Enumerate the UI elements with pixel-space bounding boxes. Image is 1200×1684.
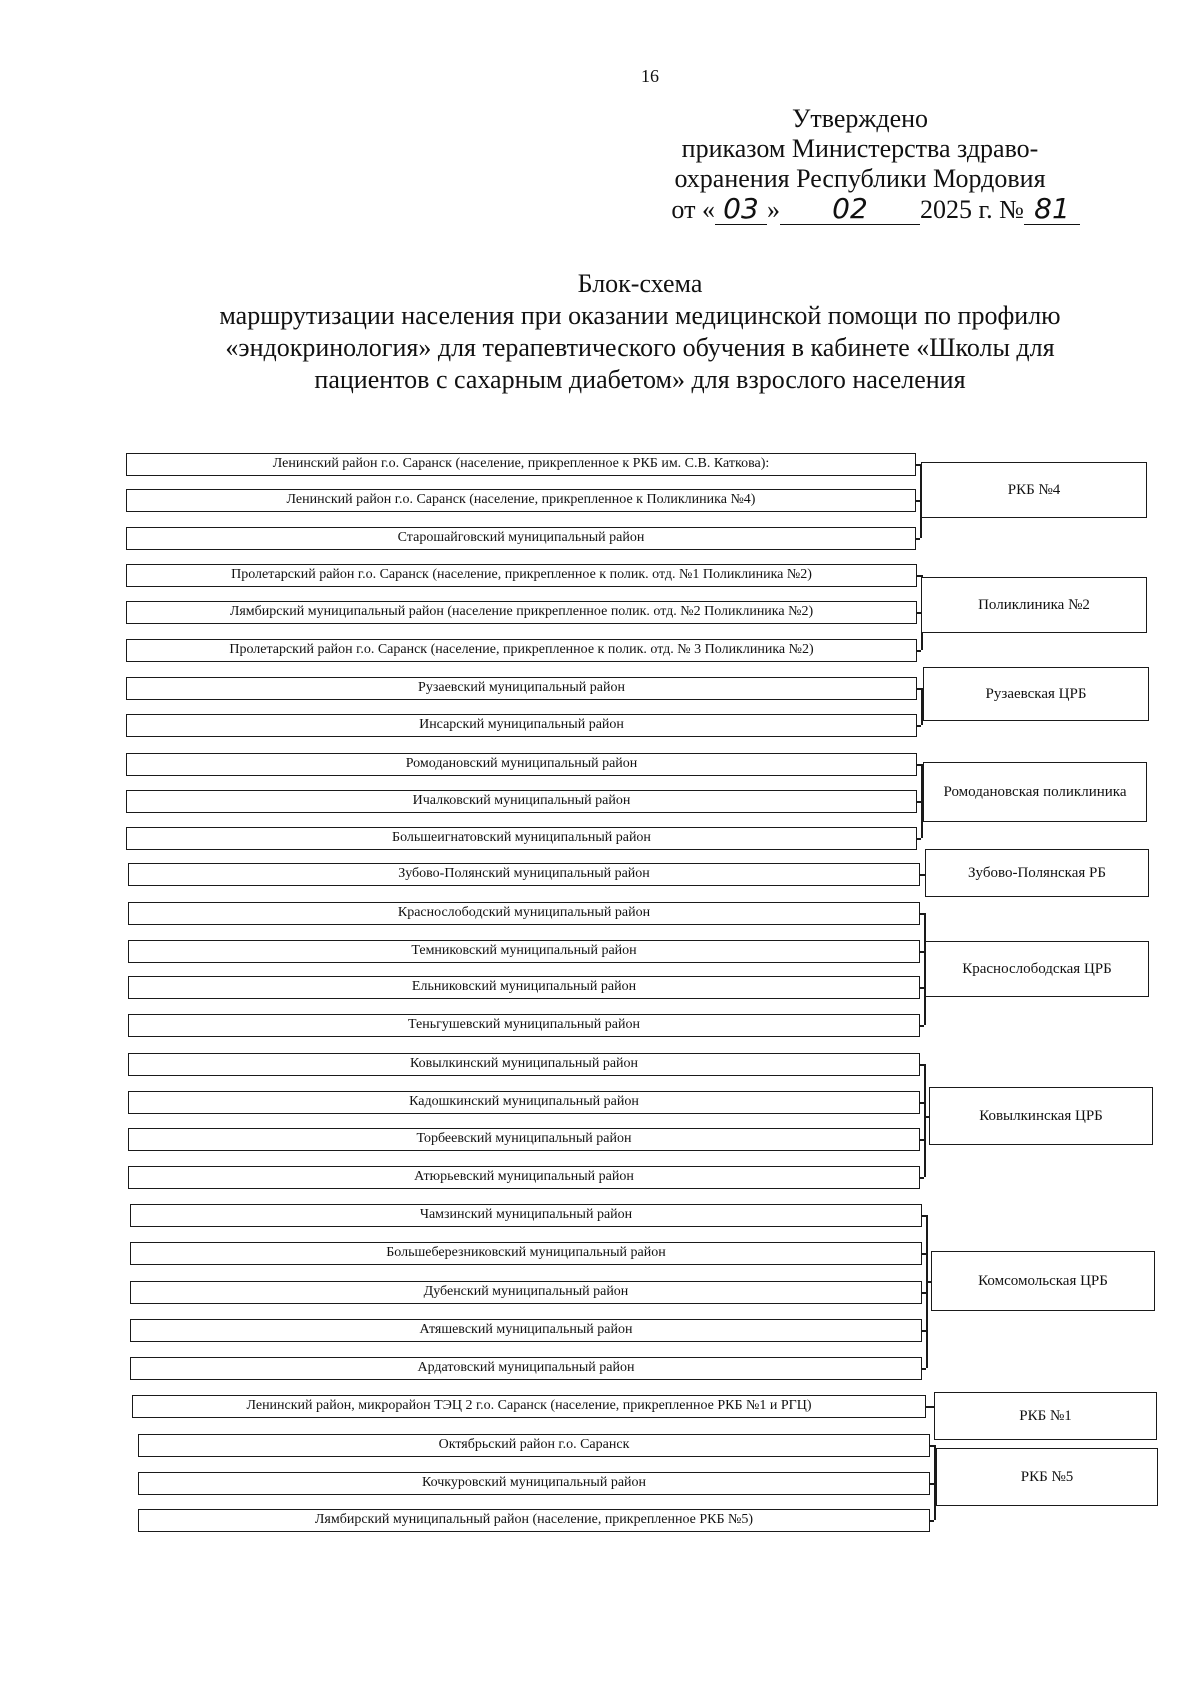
handwritten-day: 03 <box>715 194 767 225</box>
source-district-box: Дубенский муниципальный район <box>130 1281 922 1304</box>
source-district-box: Большеигнатовский муниципальный район <box>126 827 917 850</box>
connector-stub <box>917 725 921 727</box>
date-year: 2025 г. № <box>919 195 1024 224</box>
source-district-box: Рузаевский муниципальный район <box>126 677 917 700</box>
connector-stub <box>920 1025 924 1027</box>
source-district-box: Ичалковский муниципальный район <box>126 790 917 813</box>
destination-facility-box: Краснослободская ЦРБ <box>925 941 1149 997</box>
handwritten-order-number: 81 <box>1024 194 1080 225</box>
source-district-box: Краснослободский муниципальный район <box>128 902 920 925</box>
source-district-box: Ленинский район, микрорайон ТЭЦ 2 г.о. Саранск (население, прикрепленное РКБ №1 и РГЦ) <box>132 1395 926 1418</box>
destination-facility-box: РКБ №1 <box>934 1392 1157 1440</box>
connector-stub <box>917 838 921 840</box>
source-district-box: Ельниковский муниципальный район <box>128 976 920 999</box>
destination-facility-box: Ромодановская поликлиника <box>923 762 1147 822</box>
destination-facility-box: РКБ №4 <box>921 462 1147 518</box>
group-bracket <box>924 1064 926 1177</box>
connector-stub <box>922 1368 926 1370</box>
source-district-box: Пролетарский район г.о. Саранск (население, прикрепленное к полик. отд. № 3 Поликлиника №2) <box>126 639 917 662</box>
connector-stub <box>916 538 920 540</box>
connector-stub <box>930 1520 934 1522</box>
handwritten-month: 02 <box>780 194 920 225</box>
source-district-box: Ковылкинский муниципальный район <box>128 1053 920 1076</box>
destination-facility-box: Поликлиника №2 <box>921 577 1147 633</box>
source-district-box: Ленинский район г.о. Саранск (население, прикрепленное к Поликлиника №4) <box>126 489 916 512</box>
source-district-box: Атюрьевский муниципальный район <box>128 1166 920 1189</box>
approval-line: Утверждено <box>791 104 929 133</box>
page-number: 16 <box>641 66 659 86</box>
approval-line: приказом Министерства здраво- <box>681 134 1039 163</box>
source-district-box: Пролетарский район г.о. Саранск (население, прикрепленное к полик. отд. №1 Поликлиника №2) <box>126 564 917 587</box>
source-district-box: Ардатовский муниципальный район <box>130 1357 922 1380</box>
source-district-box: Инсарский муниципальный район <box>126 714 917 737</box>
source-district-box: Ромодановский муниципальный район <box>126 753 917 776</box>
destination-facility-box: Рузаевская ЦРБ <box>923 667 1149 721</box>
source-district-box: Чамзинский муниципальный район <box>130 1204 922 1227</box>
title-line: пациентов с сахарным диабетом» для взрослого населения <box>314 365 966 394</box>
source-district-box: Кочкуровский муниципальный район <box>138 1472 930 1495</box>
source-district-box: Теньгушевский муниципальный район <box>128 1014 920 1037</box>
date-quote-close: » <box>766 195 780 224</box>
destination-facility-box: Ковылкинская ЦРБ <box>929 1087 1153 1145</box>
destination-facility-box: Зубово-Полянская РБ <box>925 849 1149 897</box>
destination-facility-box: РКБ №5 <box>936 1448 1158 1506</box>
title-line: Блок-схема <box>577 269 703 298</box>
source-district-box: Кадошкинский муниципальный район <box>128 1091 920 1114</box>
date-prefix: от « <box>671 195 715 224</box>
source-district-box: Темниковский муниципальный район <box>128 940 920 963</box>
source-district-box: Зубово-Полянский муниципальный район <box>128 863 920 886</box>
source-district-box: Лямбирский муниципальный район (население прикрепленное полик. отд. №2 Поликлиника №2) <box>126 601 917 624</box>
destination-facility-box: Комсомольская ЦРБ <box>931 1251 1155 1311</box>
source-district-box: Торбеевский муниципальный район <box>128 1128 920 1151</box>
title-line: «эндокринология» для терапевтического обучения в кабинете «Школы для <box>225 333 1055 362</box>
source-district-box: Большеберезниковский муниципальный район <box>130 1242 922 1265</box>
connector-stub <box>920 1177 924 1179</box>
connector-stub <box>917 650 921 652</box>
group-bracket <box>926 1215 928 1368</box>
title-line: маршрутизации населения при оказании медицинской помощи по профилю <box>219 301 1061 330</box>
source-district-box: Лямбирский муниципальный район (население, прикрепленное РКБ №5) <box>138 1509 930 1532</box>
source-district-box: Старошайговский муниципальный район <box>126 527 916 550</box>
source-district-box: Атяшевский муниципальный район <box>130 1319 922 1342</box>
source-district-box: Ленинский район г.о. Саранск (население, прикрепленное к РКБ им. С.В. Каткова): <box>126 453 916 476</box>
source-district-box: Октябрьский район г.о. Саранск <box>138 1434 930 1457</box>
approval-line: охранения Республики Мордовия <box>674 164 1046 193</box>
